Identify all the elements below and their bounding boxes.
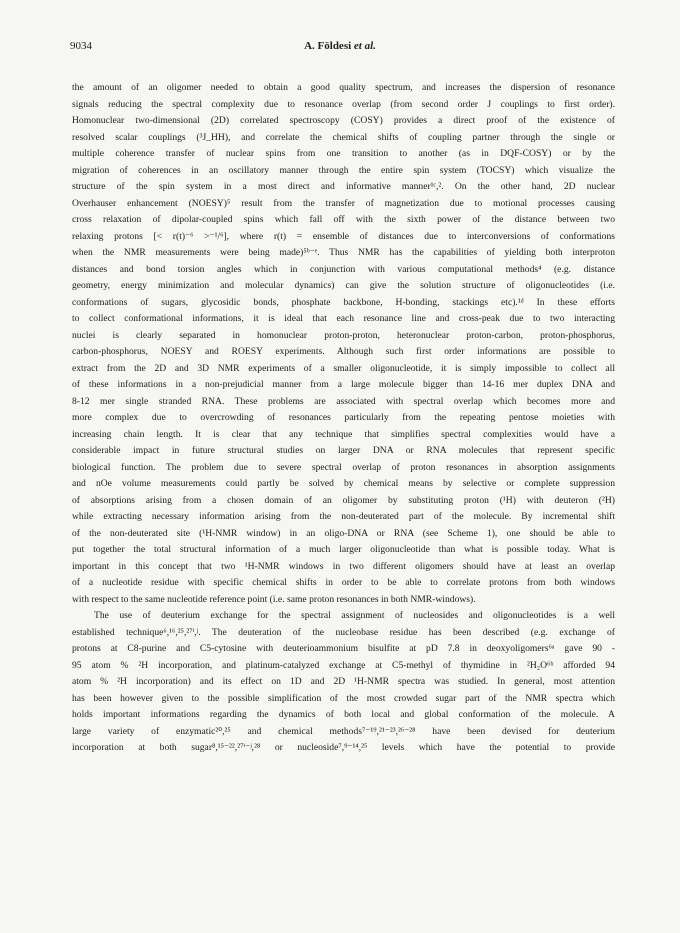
text-line: the amount of an oligomer needed to obtain a good quality spectrum, and increases the dispersion of resonance <box>72 82 615 93</box>
author-name: A. Földesi <box>304 40 352 52</box>
text-line: distances and bond torsion angles which in conjunction with various computational methods⁴ (e.g. distance <box>72 263 615 275</box>
text-line: while extracting necessary information arising from the non-deuterated part of the molecule. By incremental shift <box>72 511 615 522</box>
page-number: 9034 <box>70 40 92 52</box>
et-al: et al. <box>353 40 376 52</box>
text-line: established technique⁶,¹⁶,²⁵,²⁷ⁱ,ʲ. The deuteration of the nucleobase residue has been described (e.g. exchange of <box>72 626 615 638</box>
text-line: and nOe volume measurements could partly be solved by chemical means by selective or complete suppression <box>72 478 615 489</box>
text-line: carbon-phosphorus, NOESY and ROESY experiments. Although such first order informations are possible to <box>72 346 615 357</box>
text-line: The use of deuterium exchange for the spectral assignment of nucleosides and oligonucleotides is a well <box>94 610 615 621</box>
text-line: of the non-deuterated site (¹H-NMR window) in an oligo-DNA or RNA (see Scheme 1), one should be able to <box>72 527 615 539</box>
text-line: cross relaxation of dipolar-coupled spins which fall off with the sixth power of the distance between two <box>72 214 615 225</box>
text-line: increasing chain length. It is clear that any technique that simplifies spectral complexities would have a <box>72 428 615 440</box>
text-line: structure of the spin system in a most direct and informative manner¹ᶜ,². On the other hand, 2D nuclear <box>72 181 615 192</box>
text-line: protons at C8-purine and C5-cytosine with deuterioammonium bisulfite at pD 7.8 in deoxyoligomers⁶ᵃ gave 90 - <box>72 643 615 654</box>
text-line: conformations of sugars, glycosidic bonds, phosphate backbone, H-bonding, stackings etc).¹ᵈ In these efforts <box>72 296 615 308</box>
text-line: migration of coherences in an oscillatory manner through the entire spin system (TOCSY) which visualize the <box>72 164 615 176</box>
text-line: of absorptions arising from a chosen domain of an oligomer by substituting proton (¹H) with deuteron (²H) <box>72 494 615 506</box>
paragraph <box>72 608 615 757</box>
text-line: signals reducing the spectral complexity due to resonance overlap (from second order J couplings to first order). <box>72 98 615 110</box>
running-title <box>70 40 610 52</box>
text-line: 95 atom % ²H incorporation, and platinum-catalyzed exchange at C5-methyl of thymidine in ²H₂O⁶ᵇ afforded 94 <box>72 659 615 671</box>
running-header <box>70 40 610 56</box>
text-line: when the NMR measurements were being made)⁵ᵇ⁻ᵉ. Thus NMR has the capabilities of yielding both interproton <box>72 247 615 258</box>
text-line: extract from the 2D and 3D NMR experiments of a smaller oligonucleotide, it is simply impossible to collect all <box>72 362 615 374</box>
text-line: has been however given to the possible simplification of the most crowded sugar part of the NMR spectra which <box>72 692 615 704</box>
body-text <box>72 80 615 757</box>
text-line: holds important informations regarding the dynamics of both local and global conformation of the molecule. A <box>72 709 615 720</box>
text-line: multiple coherence transfer of nuclear spins from one transition to another (as in DQF-COSY) or by the <box>72 148 615 159</box>
text-line: atom % ²H incorporation) and its effect on 1D and 2D ¹H-NMR spectra was studied. In general, most attention <box>72 676 615 687</box>
text-line: to collect conformational informations, it is ideal that each resonance line and cross-peak due to two interacting <box>72 313 615 324</box>
text-line: resolved scalar couplings (³J_HH), and correlate the chemical shifts of coupling partner through the single or <box>72 131 615 143</box>
text-line: Homonuclear two-dimensional (2D) correlated spectroscopy (COSY) provides a direct proof of the existence of <box>72 115 615 126</box>
text-line: large variety of enzymatic²⁰,²⁵ and chemical methods⁷⁻¹⁹,²¹⁻²³,²⁶⁻²⁸ have been devised for deuterium <box>72 725 615 737</box>
text-line: with respect to the same nucleotide reference point (i.e. same proton resonances in both NMR-windows). <box>72 593 476 605</box>
text-line: nuclei is clearly separated in homonuclear proton-proton, heteronuclear proton-carbon, proton-phosphorus, <box>72 329 615 341</box>
text-line: Overhauser enhancement (NOESY)⁵ result from the transfer of magnetization due to motional processes causing <box>72 197 615 209</box>
text-line: more complex due to overcrowding of resonances particularly from the repeating pentose moieties with <box>72 412 615 423</box>
text-line: of these informations in a non-prejudicial manner from a large molecule bigger than 14-16 mer duplex DNA and <box>72 379 615 390</box>
text-line: important in this concept that two ¹H-NMR windows in two different oligomers should have at least an overlap <box>72 560 615 572</box>
paragraph <box>72 80 615 608</box>
text-line: incorporation at both sugar⁸,¹⁵⁻²²,²⁷ⁱ⁻ʲ,²⁸ or nucleoside⁷,⁹⁻¹⁴,²⁵ levels which have the potential to provide <box>72 742 615 753</box>
text-line: of a nucleotide residue with specific chemical shifts in order to be able to correlate protons from both windows <box>72 577 615 588</box>
text-line: put together the total structural information of a much larger oligonucleotide than what is possible today. What is <box>72 544 615 555</box>
text-line: 8-12 mer single stranded RNA. These problems are associated with spectral overlap which becomes more and <box>72 395 615 407</box>
text-line: considerable impact in future structural studies on larger DNA or RNA molecules that represent specific <box>72 445 615 456</box>
text-line: geometry, energy minimization and molecular dynamics) can give the solution structure of oligonucleotides (i.e. <box>72 280 615 291</box>
text-line: relaxing protons [< r(t)⁻⁶ >⁻¹/⁶], where r(t) = ensemble of distances due to interconversions of conformations <box>72 230 615 242</box>
text-line: biological function. The problem due to severe spectral overlap of proton resonances in absorption assignments <box>72 461 615 473</box>
